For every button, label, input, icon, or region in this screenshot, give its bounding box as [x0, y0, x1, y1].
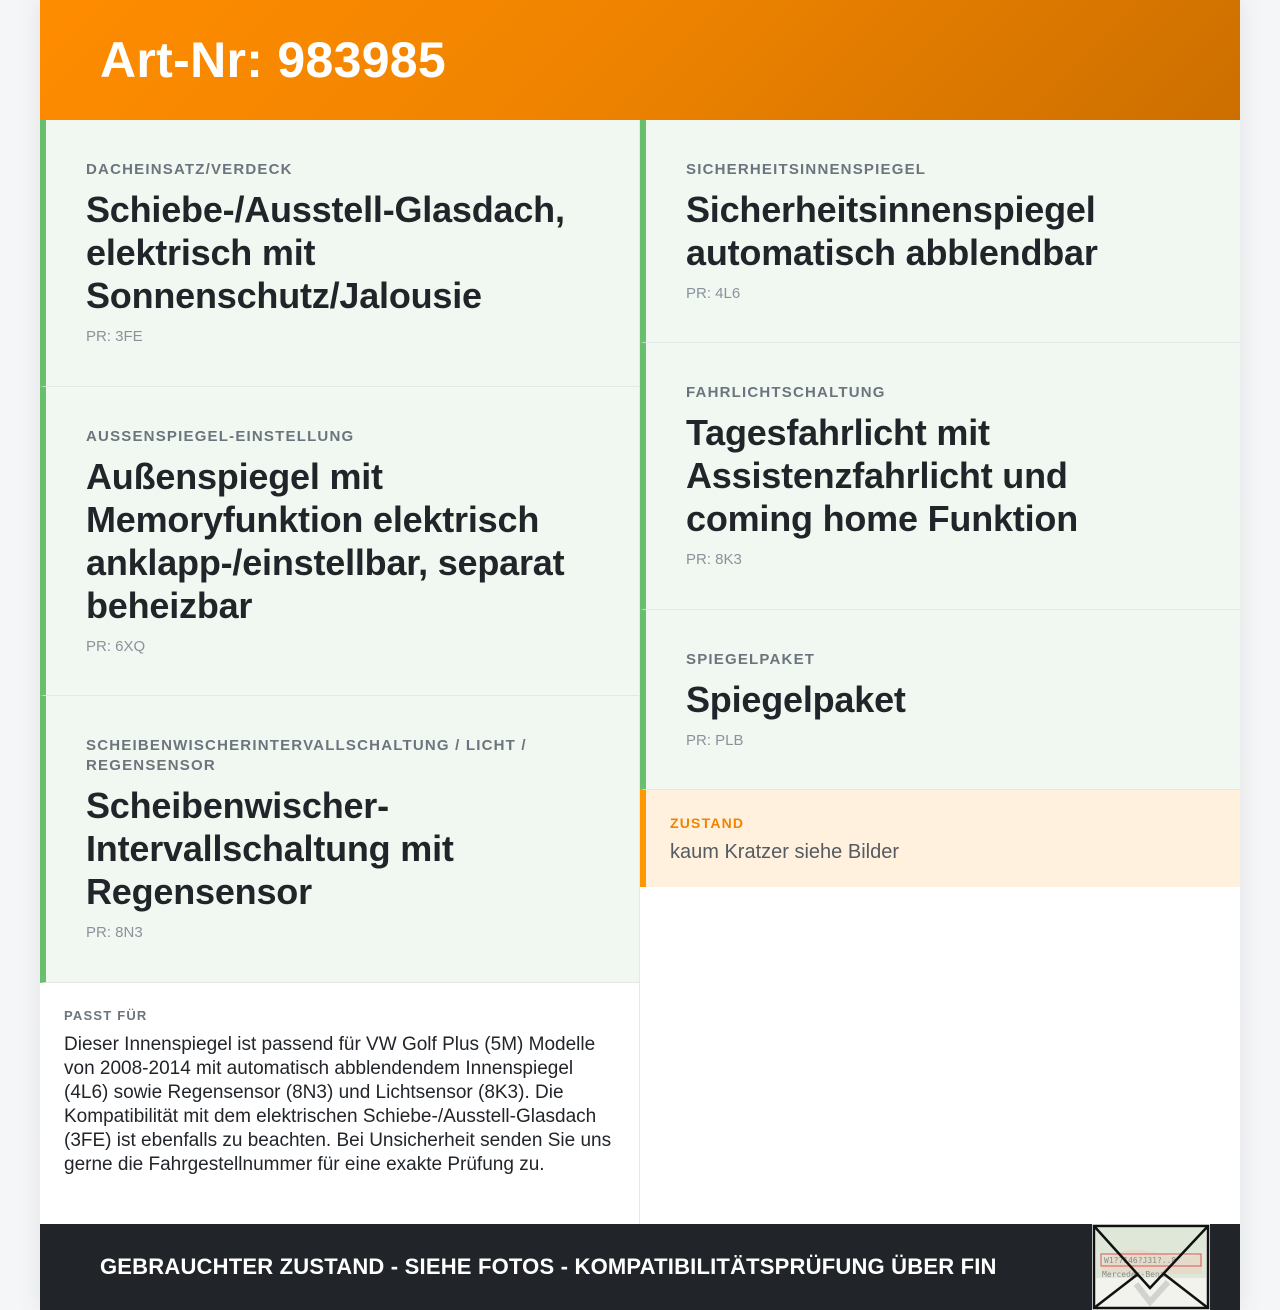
- svg-text:W1?7146?J31?..8: W1?7146?J31?..8: [1104, 1256, 1177, 1265]
- left-column: [40, 120, 640, 1224]
- feature-item: [640, 120, 1240, 343]
- feature-grid: [40, 120, 1240, 1224]
- condition-section: [640, 790, 1240, 887]
- feature-pr-code: PR: PLB: [686, 732, 744, 749]
- feature-pr-code: PR: 8N3: [86, 924, 143, 941]
- feature-item: [640, 610, 1240, 790]
- feature-pr-code: PR: 6XQ: [86, 638, 146, 655]
- feature-title: Spiegelpaket: [686, 679, 906, 720]
- product-card: [40, 0, 1240, 1310]
- feature-pr-code: PR: 4L6: [686, 285, 741, 302]
- envelope-vin-icon: [1092, 1224, 1210, 1310]
- feature-pr-code: PR: 8K3: [686, 551, 742, 568]
- article-number-title: Art-Nr: 983985: [100, 32, 447, 88]
- feature-category: SICHERHEITSINNENSPIEGEL: [686, 161, 927, 178]
- feature-title: Schiebe-/Ausstell-Glasdach, elektrisch mit Sonnenschutz/Jalousie: [86, 189, 565, 316]
- compatibility-label: PASST FÜR: [64, 1008, 148, 1023]
- feature-item: [640, 343, 1240, 610]
- compatibility-section: [40, 983, 639, 1224]
- feature-title: Tagesfahrlicht mit Assistenzfahrlicht und coming home Funktion: [686, 412, 1078, 539]
- feature-title: Außenspiegel mit Memoryfunktion elektrisch anklapp-/einstellbar, separat beheizbar: [86, 456, 565, 626]
- feature-title: Sicherheitsinnenspiegel automatisch abblendbar: [686, 189, 1098, 273]
- feature-category: SPIEGELPAKET: [686, 651, 816, 668]
- footer-slogan: GEBRAUCHTER ZUSTAND - SIEHE FOTOS - KOMPATIBILITÄTSPRÜFUNG ÜBER FIN: [100, 1254, 997, 1279]
- feature-category: AUSSENSPIEGEL-EINSTELLUNG: [86, 428, 355, 445]
- feature-item: [40, 387, 639, 696]
- svg-text:Mercedes-Benz: Mercedes-Benz: [1102, 1270, 1165, 1279]
- compatibility-text: Dieser Innenspiegel ist passend für VW Golf Plus (5M) Modelle von 2008-2014 mit automatisch abblendendem Innenspiegel (4L6) sowie Regensensor (8N3) und Lichtsensor (8K3). Die Kompatibilität mit dem elektrischen Schiebe-/Ausstell-Glasdach (3FE) ist ebenfalls zu beachten. Bei Unsicherheit senden Sie uns gerne die Fahrgestellnummer für eine exakte Prüfung zu.: [64, 1034, 612, 1175]
- feature-pr-code: PR: 3FE: [86, 328, 143, 345]
- feature-category: SCHEIBENWISCHERINTERVALLSCHALTUNG / LICHT / REGENSENSOR: [86, 737, 527, 774]
- feature-title: Scheibenwischer-Intervallschaltung mit Regensensor: [86, 785, 454, 912]
- feature-item: [40, 120, 639, 387]
- condition-label: ZUSTAND: [670, 815, 745, 831]
- right-column: [640, 120, 1240, 1224]
- feature-item: [40, 696, 639, 983]
- feature-category: DACHEINSATZ/VERDECK: [86, 161, 293, 178]
- footer-banner: [40, 1224, 1240, 1310]
- condition-text: kaum Kratzer siehe Bilder: [670, 841, 899, 863]
- header-banner: [40, 0, 1240, 120]
- feature-category: FAHRLICHTSCHALTUNG: [686, 384, 886, 401]
